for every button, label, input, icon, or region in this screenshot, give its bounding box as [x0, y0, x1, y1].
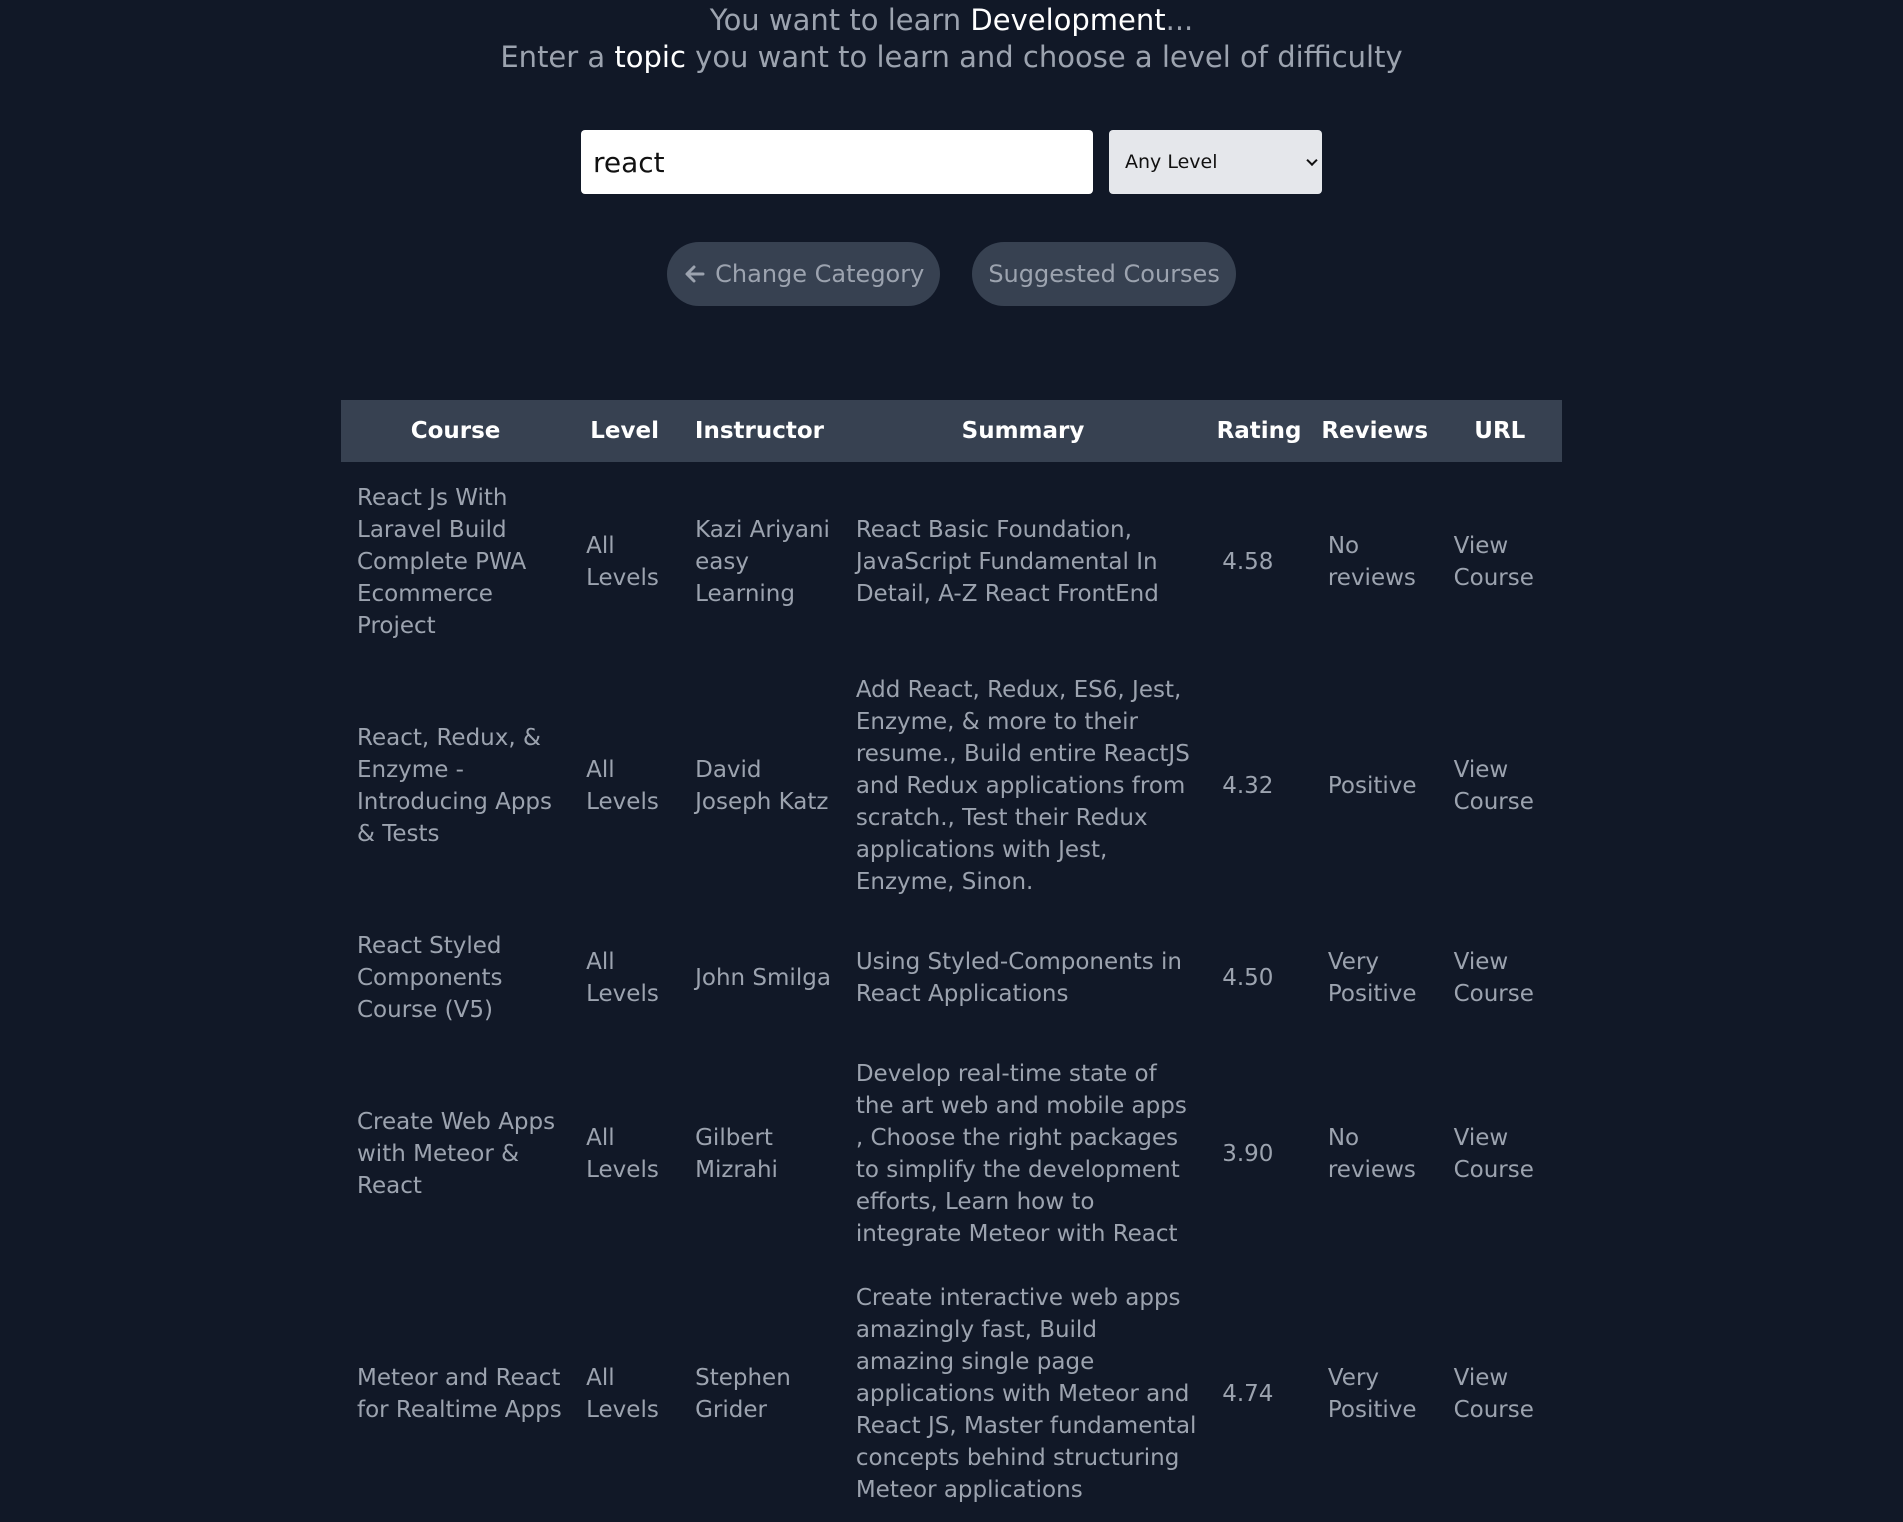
- header-course: Course: [341, 400, 570, 462]
- instruction-prefix: Enter a: [500, 40, 615, 74]
- course-instructor: Stephen Grider: [695, 1365, 791, 1423]
- chevron-down-icon: [1306, 155, 1317, 166]
- course-reviews: No reviews: [1327, 1125, 1416, 1183]
- level-select-value: Any Level: [1125, 151, 1218, 173]
- course-reviews: No reviews: [1327, 533, 1416, 591]
- view-course-link[interactable]: View Course: [1453, 1365, 1534, 1423]
- table-row: [341, 462, 1562, 658]
- course-summary: Create interactive web apps amazingly fast, Build amazing single page applications with Meteor and React JS, Master fundamental concepts behind structuring Meteor applications: [855, 1285, 1197, 1503]
- table-row: [341, 914, 1562, 1042]
- course-title: Meteor and React for Realtime Apps: [357, 1365, 562, 1423]
- action-buttons: [0, 242, 1903, 306]
- heading-line-2: [0, 39, 1903, 76]
- course-rating: 4.50: [1222, 965, 1274, 991]
- arrow-left-icon: [683, 262, 707, 286]
- search-controls: [0, 130, 1903, 194]
- course-summary: React Basic Foundation, JavaScript Fundamental In Detail, A-Z React FrontEnd: [855, 517, 1159, 607]
- course-title: React Styled Components Course (V5): [357, 933, 503, 1023]
- course-instructor: Kazi Ariyani easy Learning: [695, 517, 830, 607]
- table-row: [341, 1266, 1562, 1522]
- selected-category: Development: [970, 3, 1166, 37]
- course-level: All Levels: [586, 533, 659, 591]
- course-rating: 4.58: [1222, 549, 1274, 575]
- view-course-link[interactable]: View Course: [1453, 533, 1534, 591]
- view-course-link[interactable]: View Course: [1453, 949, 1534, 1007]
- level-select[interactable]: [1109, 130, 1322, 194]
- view-course-link[interactable]: View Course: [1453, 1125, 1534, 1183]
- heading-ellipsis: ...: [1165, 3, 1194, 37]
- course-summary: Develop real-time state of the art web and mobile apps , Choose the right packages to simplify the development efforts, Learn how to integrate Meteor with React: [855, 1061, 1187, 1247]
- courses-table: [341, 400, 1562, 1522]
- table-row: [341, 1042, 1562, 1266]
- course-level: All Levels: [586, 949, 659, 1007]
- course-title: Create Web Apps with Meteor & React: [357, 1109, 556, 1199]
- heading-prefix: You want to learn: [709, 3, 971, 37]
- view-course-link[interactable]: View Course: [1453, 757, 1534, 815]
- topic-search-input[interactable]: [581, 130, 1093, 194]
- table-row: [341, 658, 1562, 914]
- header-level: Level: [570, 400, 679, 462]
- course-level: All Levels: [586, 1125, 659, 1183]
- course-title: React, Redux, & Enzyme - Introducing Apps & Tests: [357, 725, 553, 847]
- change-category-label: Change Category: [715, 260, 925, 288]
- change-category-button[interactable]: [667, 242, 940, 306]
- page-heading: [0, 0, 1903, 76]
- header-reviews: Reviews: [1312, 400, 1438, 462]
- suggested-courses-button[interactable]: [972, 242, 1236, 306]
- header-url: URL: [1438, 400, 1562, 462]
- course-summary: Add React, Redux, ES6, Jest, Enzyme, & more to their resume., Build entire ReactJS and Redux applications from scratch., Test their Redux applications with Jest, Enzyme, Sinon.: [855, 677, 1190, 895]
- instruction-suffix: you want to learn and choose a level of difficulty: [685, 40, 1403, 74]
- course-reviews: Very Positive: [1327, 949, 1417, 1007]
- course-rating: 4.32: [1222, 773, 1274, 799]
- course-rating: 4.74: [1222, 1381, 1274, 1407]
- course-reviews: Very Positive: [1327, 1365, 1417, 1423]
- instruction-topic: topic: [614, 40, 686, 74]
- header-rating: Rating: [1206, 400, 1312, 462]
- header-instructor: Instructor: [679, 400, 840, 462]
- course-level: All Levels: [586, 757, 659, 815]
- course-summary: Using Styled-Components in React Applications: [855, 949, 1182, 1007]
- table-header-row: [341, 400, 1562, 462]
- course-instructor: John Smilga: [695, 965, 831, 991]
- course-instructor: Gilbert Mizrahi: [695, 1125, 778, 1183]
- course-title: React Js With Laravel Build Complete PWA Ecommerce Project: [357, 485, 527, 639]
- course-instructor: David Joseph Katz: [695, 757, 829, 815]
- heading-line-1: [0, 2, 1903, 39]
- course-reviews: Positive: [1327, 773, 1417, 799]
- suggested-courses-label: Suggested Courses: [988, 260, 1220, 288]
- course-rating: 3.90: [1222, 1141, 1274, 1167]
- course-level: All Levels: [586, 1365, 659, 1423]
- header-summary: Summary: [840, 400, 1206, 462]
